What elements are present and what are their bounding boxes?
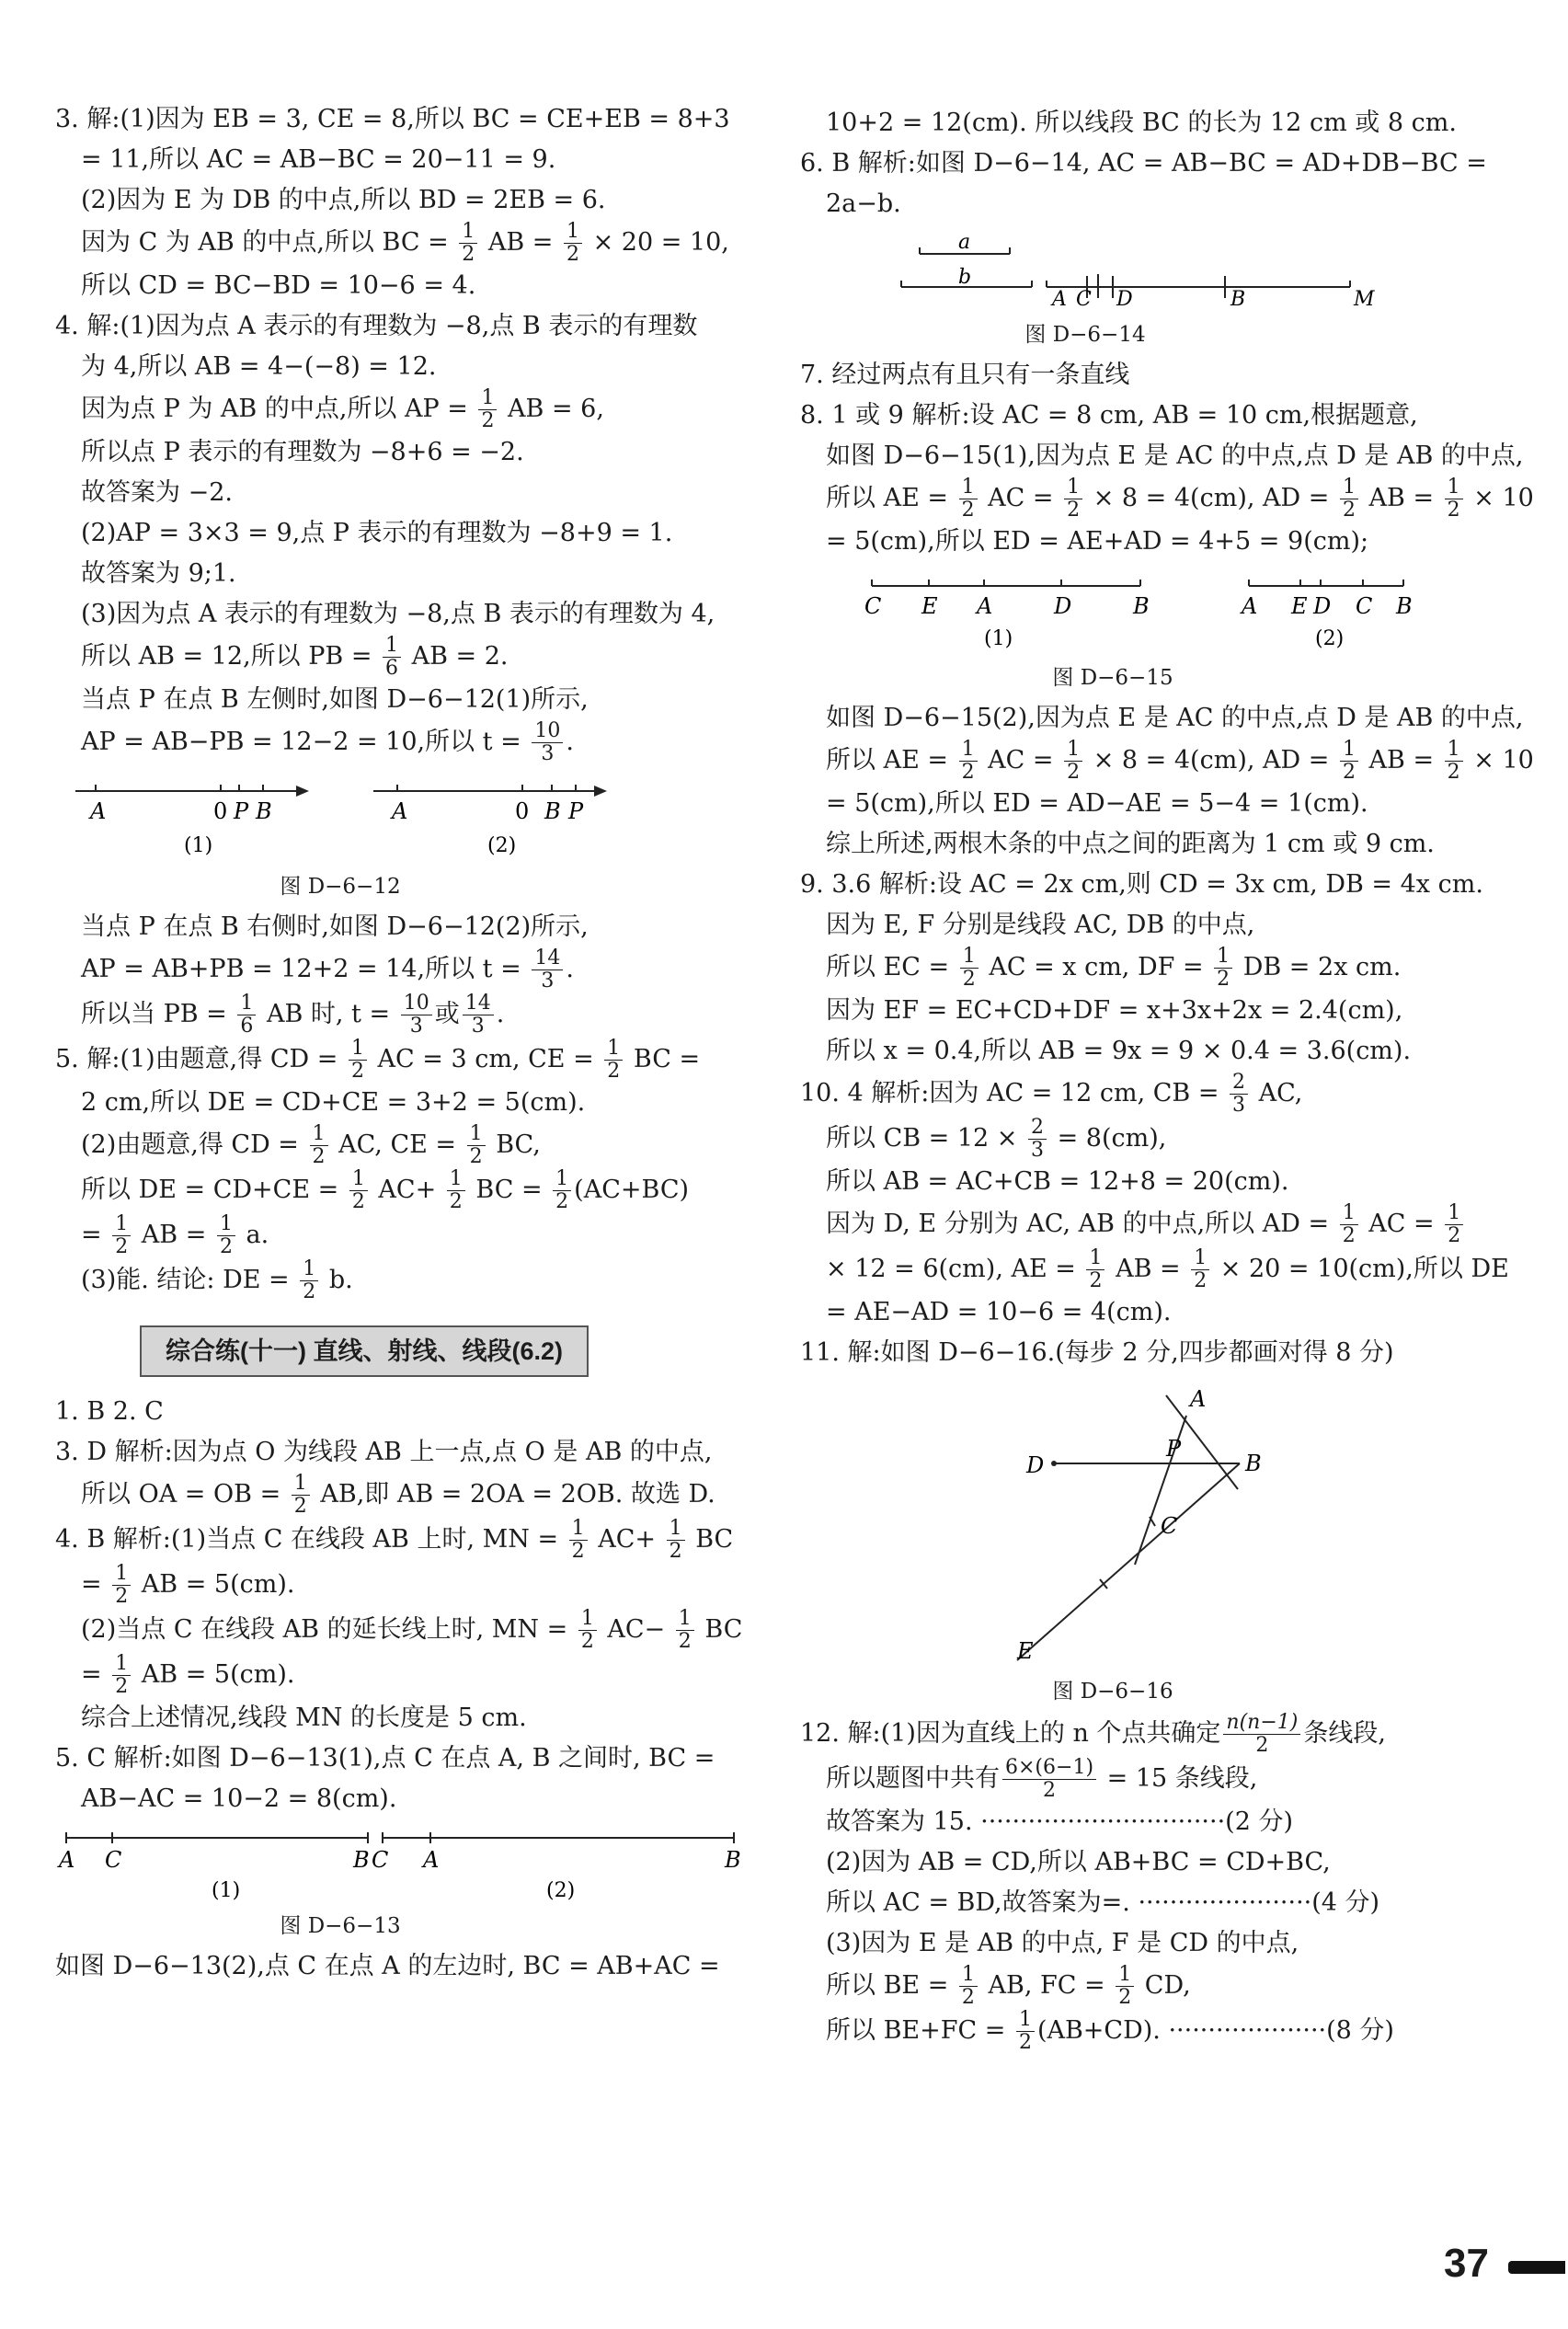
fraction: $\frac{1}{2}$	[564, 221, 582, 266]
fig15-label: B	[1133, 593, 1150, 619]
fig13-label: B	[353, 1847, 370, 1873]
page-number: 37	[1444, 2241, 1489, 2286]
fraction: $\frac{1}{2}$	[1191, 1247, 1209, 1292]
fraction: $\frac{2}{3}$	[1230, 1072, 1248, 1117]
fraction: $\frac{1}{2}$	[1445, 1202, 1463, 1247]
fig15-label: E	[921, 593, 938, 619]
fig12-label: 0	[213, 798, 228, 824]
fraction: $\frac{1}{2}$	[1340, 739, 1358, 784]
figure-d-6-13	[55, 1825, 763, 1941]
fig16-label: P	[1166, 1436, 1182, 1462]
fig12-caption: 图 D−6−12	[280, 875, 401, 899]
fig12-sub: (1)	[184, 834, 213, 857]
fig12-label: 0	[515, 798, 530, 824]
figure-d-6-12-drawing	[55, 771, 625, 859]
fig13-label: A	[59, 1847, 75, 1873]
figure-d-6-15-drawing	[800, 568, 1425, 650]
fraction: $\frac{1}{2}$	[112, 1563, 131, 1608]
fraction: $\frac{10}{3}$	[532, 720, 563, 765]
figure-d-6-12	[55, 771, 763, 901]
fig13-label: B	[725, 1847, 741, 1873]
fraction: $\frac{1}{2}$	[467, 1123, 486, 1168]
fraction: $\frac{1}{2}$	[292, 1473, 310, 1518]
fraction: $\frac{10}{3}$	[401, 992, 432, 1038]
fig13-label: C	[372, 1847, 389, 1873]
fraction: $\frac{1}{2}$	[349, 1168, 368, 1213]
fig14-caption: 图 D−6−14	[1024, 323, 1146, 347]
fig12-label: P	[234, 798, 249, 824]
fig12-label: A	[90, 798, 107, 824]
fig16-label: B	[1245, 1451, 1262, 1476]
fig15-sub: (2)	[1315, 627, 1345, 650]
fraction: $\frac{14}{3}$	[463, 992, 494, 1038]
fraction: $\frac{1}{2}$	[447, 1168, 465, 1213]
fraction: $\frac{1}{2}$	[553, 1168, 571, 1213]
fraction: $\frac{1}{2}$	[1340, 1202, 1358, 1247]
fraction: $\frac{1}{2}$	[1016, 2009, 1035, 2054]
fig15-label: E	[1291, 593, 1308, 619]
fig15-label: A	[1242, 593, 1258, 619]
fraction: $\frac{1}{2}$	[1445, 739, 1463, 784]
fraction: $\frac{1}{2}$	[300, 1258, 318, 1303]
fig12-label: B	[544, 798, 561, 824]
fig13-label: A	[423, 1847, 440, 1873]
fraction: $\frac{14}{3}$	[532, 947, 563, 992]
figure-d-6-13-drawing	[55, 1825, 763, 1902]
fig15-label: A	[977, 593, 993, 619]
fraction: $\frac{1}{2}$	[1086, 1247, 1104, 1292]
fig14-label: a	[958, 231, 971, 254]
fraction: $\frac{1}{2}$	[349, 1038, 367, 1083]
fig15-label: B	[1396, 593, 1413, 619]
fraction: $\frac{1}{2}$	[578, 1608, 597, 1653]
fig14-label: M	[1354, 288, 1375, 311]
fig15-label: D	[1054, 593, 1072, 619]
fig14-label: D	[1116, 288, 1133, 311]
fraction: $\frac{1}{2}$	[959, 476, 978, 522]
fraction: $\frac{1}{2}$	[676, 1608, 694, 1653]
figure-d-6-15	[800, 568, 1517, 693]
fig14-label: C	[1076, 288, 1092, 311]
fraction: $\frac{1}{2}$	[959, 739, 978, 784]
fraction: $\frac{6\times(6-1)}{2}$	[1002, 1757, 1096, 1802]
fraction: $\frac{1}{2}$	[1064, 476, 1082, 522]
fraction: $\frac{1}{2}$	[478, 387, 497, 432]
fraction: $\frac{1}{2}$	[1064, 739, 1082, 784]
fig16-caption: 图 D−6−16	[1052, 1680, 1173, 1704]
fig13-caption: 图 D−6−13	[280, 1914, 401, 1938]
fig16-label: A	[1190, 1386, 1207, 1412]
fraction: $\frac{1}{2}$	[960, 946, 979, 991]
fraction: $\frac{2}{3}$	[1028, 1117, 1047, 1162]
answer-5: 5. 解:(1)由题意,得 CD = $\frac{1}{2}$ AC = 3 cm, CE = $\frac{1}{2}$ BC = 2 cm,所以 DE = CD+CE = 3+2 = 5(cm). (2)由题意,得 CD = $\frac{1}{2}$ AC, CE = $\frac{1}{2}$ BC, 所以 DE = CD+CE = $\frac{1}{2}$ AC+ $\frac{1}{2}$ BC = $\frac{1}{2}$ (AC+BC) = $\frac{1}{2}$ AB = $\frac{1}{2}$ a. (3)能. 结论: DE = $\frac{1}{2}$ b.	[55, 1037, 701, 1303]
fraction: $\frac{1}{2}$	[959, 1964, 978, 2009]
fraction: $\frac{1}{2}$	[1116, 1964, 1134, 2009]
fig16-label: C	[1161, 1513, 1178, 1539]
fraction: $\frac{1}{2}$	[459, 221, 477, 266]
fraction: $\frac{1}{2}$	[217, 1213, 235, 1258]
fig12-label: A	[392, 798, 408, 824]
fig12-sub: (2)	[487, 834, 517, 857]
fraction: $\frac{1}{2}$	[667, 1518, 685, 1563]
fig16-label: D	[1026, 1452, 1045, 1478]
fraction: $\frac{n(n-1)}{2}$	[1223, 1712, 1300, 1757]
fig15-label: D	[1313, 593, 1332, 619]
fig16-label: E	[1017, 1638, 1034, 1664]
fig13-sub: (1)	[212, 1879, 241, 1902]
page-number-bar	[1508, 2261, 1565, 2274]
fraction: $\frac{1}{2}$	[112, 1213, 131, 1258]
fig15-caption: 图 D−6−15	[1052, 666, 1173, 690]
fig13-label: C	[105, 1847, 122, 1873]
fraction: $\frac{1}{2}$	[1445, 476, 1463, 522]
fraction: $\frac{1}{2}$	[112, 1653, 131, 1698]
fig12-label: P	[568, 798, 584, 824]
practice-answers: 1. B 2. C 3. D 解析:因为点 O 为线段 AB 上一点,点 O 是 AB 的中点, 所以 OA = OB = $\frac{1}{2}$ AB,即 AB = 2OA = 2OB. 故选 D. 4. B 解析:(1)当点 C 在线段 AB 上时, MN = $\frac{1}{2}$ AC+ $\frac{1}{2}$ BC = $\frac{1}{2}$ AB = 5(cm). (2)当点 C 在线段 AB 的延长线上时, MN = $\frac{1}{2}$ AC− $\frac{1}{2}$ BC = $\frac{1}{2}$ AB = 5(cm). 综合上述情况,线段 MN 的长度是 5 cm. 5. C 解析:如图 D−6−13(1),点 C 在点 A, B 之间时, BC = AB−AC = 10−2 = 8(cm). A C B (1) C A B (2) 图 D−6−13 如图 D−6−13(2),点 C 在点 A 的左边时, BC = AB+AC =	[55, 1392, 763, 1987]
fraction: $\frac{1}{2}$	[604, 1038, 623, 1083]
fig14-label: b	[958, 266, 972, 289]
fraction: $\frac{1}{2}$	[1340, 476, 1358, 522]
fig14-label: A	[1052, 288, 1067, 311]
fraction: $\frac{1}{6}$	[237, 992, 256, 1038]
fraction: $\frac{1}{6}$	[383, 635, 401, 680]
answer-4: 4. 解:(1)因为点 A 表示的有理数为 −8,点 B 表示的有理数 为 4,所以 AB = 4−(−8) = 12. 因为点 P 为 AB 的中点,所以 AP = $\frac{1}{2}$ AB = 6, 所以点 P 表示的有理数为 −8+6 = −2. 故答案为 −2. (2)AP = 3×3 = 9,点 P 表示的有理数为 −8+9 = 1. 故答案为 9;1. (3)因为点 A 表示的有理数为 −8,点 B 表示的有理数为 4, 所以 AB = 12,所以 PB = $\frac{1}{6}$ AB = 2. 当点 P 在点 B 左侧时,如图 D−6−12(1)所示, AP = AB−PB = 12−2 = 10,所以 t = $\frac{10}{3}$ . A 0 P B (1) A 0 B P (2) 图 D−6−12 当点 P 在点 B 右侧时,如图 D−6−12(2)所示, AP = AB+PB = 12+2 = 14,所以 t = $\frac{14}{3}$ . 所以当 PB = $\frac{1}{6}$ AB 时, t = $\frac{10}{3}$ 或 $\frac{14}{3}$ .	[55, 306, 763, 1038]
figure-d-6-14	[800, 230, 1517, 350]
figure-d-6-14-drawing	[800, 230, 1375, 311]
left-column	[55, 99, 763, 1987]
figure-d-6-16-drawing	[800, 1379, 1425, 1664]
fraction: $\frac{1}{2}$	[569, 1518, 588, 1563]
fraction: $\frac{1}{2}$	[310, 1123, 328, 1168]
fig14-label: B	[1230, 288, 1246, 311]
fig13-sub: (2)	[546, 1879, 576, 1902]
answer-3: 3. 解:(1)因为 EB = 3, CE = 8,所以 BC = CE+EB = 8+3 = 11,所以 AC = AB−BC = 20−11 = 9. (2)因为 E 为 DB 的中点,所以 BD = 2EB = 6. 因为 C 为 AB 的中点,所以 BC = $\frac{1}{2}$ AB = $\frac{1}{2}$ × 20 = 10, 所以 CD = BC−BD = 10−6 = 4.	[55, 105, 730, 300]
fig15-label: C	[1356, 593, 1373, 619]
fig15-label: C	[864, 593, 882, 619]
fig15-sub: (1)	[984, 627, 1013, 650]
figure-d-6-16	[800, 1379, 1517, 1706]
section-title: 综合练(十一) 直线、射线、线段(6.2)	[140, 1325, 589, 1377]
fig12-label: B	[256, 798, 272, 824]
fraction: $\frac{1}{2}$	[1214, 946, 1232, 991]
right-column: 10+2 = 12(cm). 所以线段 BC 的长为 12 cm 或 8 cm. 6. B 解析:如图 D−6−14, AC = AB−BC = AD+DB−BC = 2a−b. a b A C D B M 图 D−6−14 7. 经过两点有且只有一条直线 8. 1 或 9 解析:设 AC = 8 cm, AB = 10 cm,根据题意, 如图 D−6−15(1),因为点 E 是 AC 的中点,点 D 是 AB 的中点, 所以 AE = $\frac{1}{2}$ AC = $\frac{1}{2}$ × 8 = 4(cm), AD = $\frac{1}{2}$ AB = $\frac{1}{2}$ × 10 = 5(cm),所以 ED = AE+AD = 4+5 = 9(cm); C E A D B (1) A E D C B (2) 图 D−6−15 如图 D−6−15(2),因为点 E 是 AC 的中点,点 D 是 AB 的中点, 所以 AE = $\frac{1}{2}$ AC = $\frac{1}{2}$ × 8 = 4(cm), AD = $\frac{1}{2}$ AB = $\frac{1}{2}$ × 10 = 5(cm),所以 ED = AD−AE = 5−4 = 1(cm). 综上所述,两根木条的中点之间的距离为 1 cm 或 9 cm. 9. 3.6 解析:设 AC = 2x cm,则 CD = 3x cm, DB = 4x cm. 因为 E, F 分别是线段 AC, DB 的中点, 所以 EC = $\frac{1}{2}$ AC = x cm, DF = $\frac{1}{2}$ DB = 2x cm. 因为 EF = EC+CD+DF = x+3x+2x = 2.4(cm), 所以 x = 0.4,所以 AB = 9x = 9 × 0.4 = 3.6(cm). 10. 4 解析:因为 AC = 12 cm, CB = $\frac{2}{3}$ AC, 所以 CB = 12 × $\frac{2}{3}$ = 8(cm), 所以 AB = AC+CB = 12+8 = 20(cm). 因为 D, E 分别为 AC, AB 的中点,所以 AD = $\frac{1}{2}$ AC = $\frac{1}{2}$ × 12 = 6(cm), AE = $\frac{1}{2}$ AB = $\frac{1}{2}$ × 20 = 10(cm),所以 DE = AE−AD = 10−6 = 4(cm). 11. 解:如图 D−6−16.(每步 2 分,四步都画对得 8 分) A P B D C E 图 D−6−16 12. 解:(1)因为直线上的 n 个点共确定 $\frac{n(n-1)}{2}$ 条线段, 所以题图中共有 $\frac{6\times(6-1)}{2}$ = 15 条线段, 故答案为 15. ·······························(2 分) (2)因为 AB = CD,所以 AB+BC = CD+BC, 所以 AC = BD,故答案为=. ······················(4 分) (3)因为 E 是 AB 的中点, F 是 CD 的中点, 所以 BE = $\frac{1}{2}$ AB, FC = $\frac{1}{2}$ CD, 所以 BE+FC = $\frac{1}{2}$ (AB+CD). ····················(8 分)	[800, 109, 1534, 2054]
